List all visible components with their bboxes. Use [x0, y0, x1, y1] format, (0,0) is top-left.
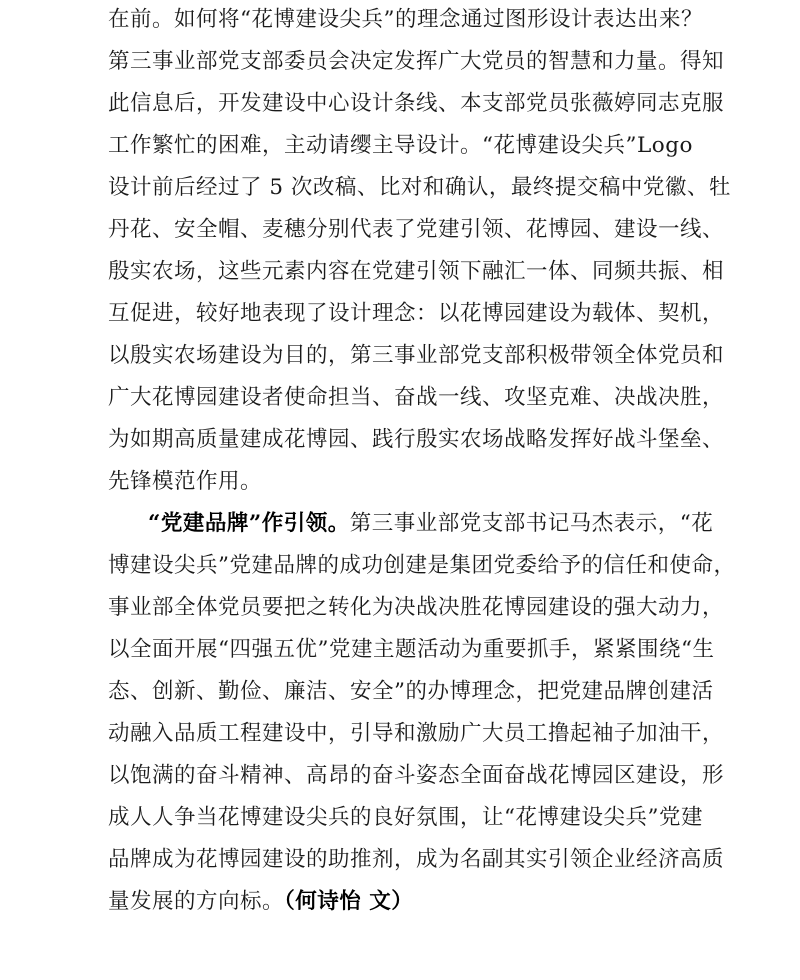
paragraph-line: 以饱满的奋斗精神、高昂的奋斗姿态全面奋战花博园区建设，形 [108, 763, 725, 788]
paragraph-line: 工作繁忙的困难，主动请缨主导设计。“花博建设尖兵”Logo [108, 133, 693, 158]
paragraph-line: 在前。如何将“花博建设尖兵”的理念通过图形设计表达出来？ [108, 7, 703, 32]
section-heading: “党建品牌”作引领。 [148, 511, 350, 536]
paragraph-line: 殷实农场，这些元素内容在党建引领下融汇一体、同频共振、相 [108, 259, 725, 284]
paragraph-line: 先锋模范作用。 [108, 469, 263, 494]
paragraph-line: 第三事业部党支部委员会决定发挥广大党员的智慧和力量。得知 [108, 49, 725, 74]
paragraph-line: 设计前后经过了 5 次改稿、比对和确认，最终提交稿中党徽、牡 [108, 175, 731, 200]
paragraph-line: 广大花博园建设者使命担当、奋战一线、攻坚克难、决战决胜， [108, 385, 725, 410]
paragraph-line: 动融入品质工程建设中，引导和激励广大员工撸起袖子加油干， [108, 721, 725, 746]
paragraph-first-line [148, 509, 713, 539]
paragraph-line: 互促进，较好地表现了设计理念：以花博园建设为载体、契机， [108, 301, 725, 326]
paragraph-line: 丹花、安全帽、麦穗分别代表了党建引领、花博园、建设一线、 [108, 217, 725, 242]
paragraph-line: 博建设尖兵”党建品牌的成功创建是集团党委给予的信任和使命， [108, 553, 736, 578]
paragraph-text: 第三事业部党支部书记马杰表示，“花 [349, 511, 714, 536]
paragraph-line: 以殷实农场建设为目的，第三事业部党支部积极带领全体党员和 [108, 343, 725, 368]
author-byline: （何诗怡 文） [284, 889, 414, 914]
paragraph-text: 量发展的方向标。 [108, 889, 285, 914]
paragraph-line: 品牌成为花博园建设的助推剂，成为名副其实引领企业经济高质 [108, 847, 725, 872]
paragraph-line: 事业部全体党员要把之转化为决战决胜花博园建设的强大动力， [108, 595, 725, 620]
paragraph-last-line [108, 887, 413, 917]
paragraph-line: 态、创新、勤俭、廉洁、安全”的办博理念，把党建品牌创建活 [108, 679, 714, 704]
paragraph-line: 成人人争当花博建设尖兵的良好氛围，让“花博建设尖兵”党建 [108, 805, 703, 830]
paragraph-line: 此信息后，开发建设中心设计条线、本支部党员张薇婷同志克服 [108, 91, 725, 116]
paragraph-line: 以全面开展“四强五优”党建主题活动为重要抓手，紧紧围绕“生 [108, 637, 715, 662]
paragraph-line: 为如期高质量建成花博园、践行殷实农场战略发挥好战斗堡垒、 [108, 427, 725, 452]
